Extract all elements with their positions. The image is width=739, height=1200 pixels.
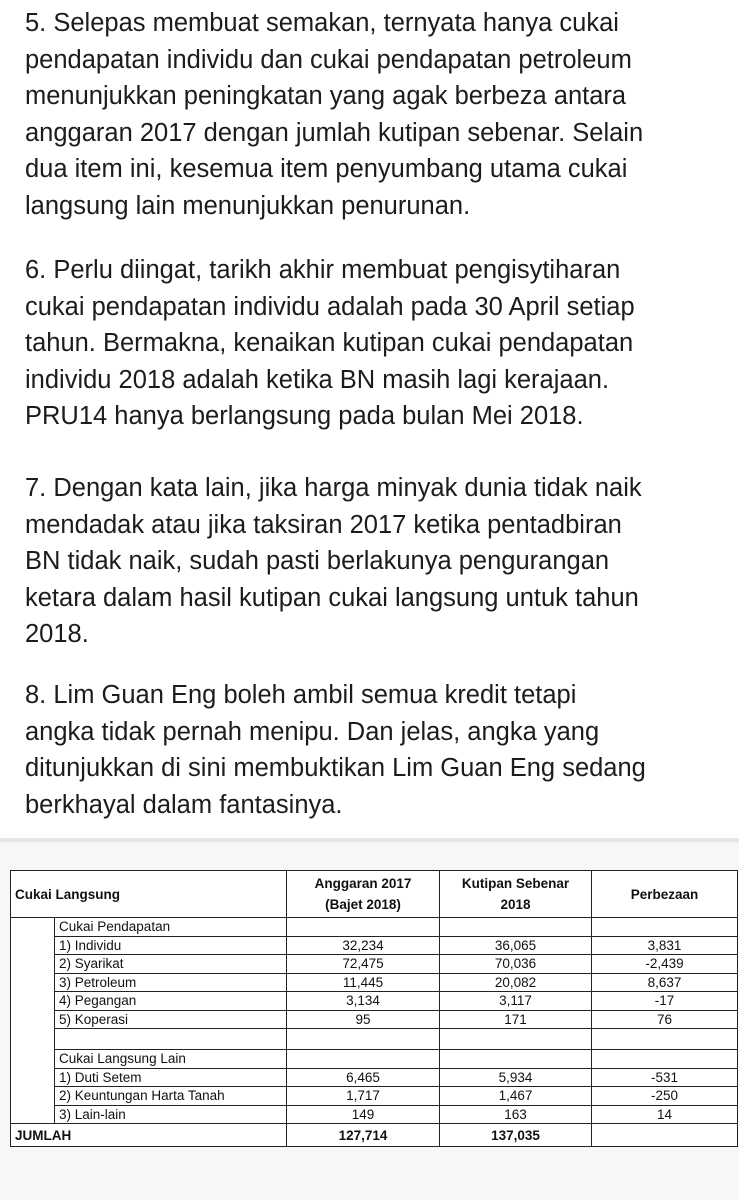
table-row [11,1105,738,1124]
budget-value: 95 [287,1010,440,1029]
indent-cell [11,1010,55,1029]
total-row [11,1124,738,1147]
empty-cell [592,1029,738,1050]
diff-value: -2,439 [592,955,738,974]
empty-cell [592,1050,738,1069]
table-row [11,973,738,992]
diff-value: -531 [592,1068,738,1087]
diff-value: 3,831 [592,936,738,955]
row-label: 1) Duti Setem [55,1068,287,1087]
indent-cell [11,1087,55,1106]
indent-cell [11,936,55,955]
empty-cell [287,918,440,937]
row-label: 2) Keuntungan Harta Tanah [55,1087,287,1106]
table-row [11,992,738,1011]
table-header-row [11,871,738,918]
header-cukai-langsung: Cukai Langsung [11,871,287,918]
indent-cell [11,955,55,974]
row-label: 5) Koperasi [55,1010,287,1029]
row-label: 1) Individu [55,936,287,955]
budget-value: 11,445 [287,973,440,992]
empty-cell [440,1029,592,1050]
indent-cell [11,1050,55,1069]
indent-cell [11,1068,55,1087]
empty-cell [440,918,592,937]
actual-value: 3,117 [440,992,592,1011]
header-kutipan: Kutipan Sebenar 2018 [440,871,592,918]
table-row [11,1050,738,1069]
group-label: Cukai Langsung Lain [55,1050,287,1069]
actual-value: 163 [440,1105,592,1124]
empty-cell [287,1029,440,1050]
header-anggaran: Anggaran 2017 (Bajet 2018) [287,871,440,918]
table-row [11,936,738,955]
total-budget: 127,714 [287,1124,440,1147]
budget-value: 6,465 [287,1068,440,1087]
header-perbezaan: Perbezaan [592,871,738,918]
table-row [11,1010,738,1029]
actual-value: 171 [440,1010,592,1029]
empty-cell [55,1029,287,1050]
paragraph-8: 8. Lim Guan Eng boleh ambil semua kredit tetapi angka tidak pernah menipu. Dan jelas, angka yang ditunjukkan di sini membuktikan Lim Guan Eng sedang berkhayal dalam fantasinya. [25,681,646,819]
indent-cell [11,1105,55,1124]
actual-value: 36,065 [440,936,592,955]
diff-value: -250 [592,1087,738,1106]
budget-value: 3,134 [287,992,440,1011]
indent-cell [11,992,55,1011]
total-diff [592,1124,738,1147]
table-row [11,955,738,974]
budget-value: 72,475 [287,955,440,974]
row-label: 3) Lain-lain [55,1105,287,1124]
row-label: 3) Petroleum [55,973,287,992]
budget-value: 32,234 [287,936,440,955]
actual-value: 20,082 [440,973,592,992]
actual-value: 5,934 [440,1068,592,1087]
table-row [11,918,738,937]
diff-value: 76 [592,1010,738,1029]
table-spacer-row [11,1029,738,1050]
row-label: 4) Pegangan [55,992,287,1011]
total-actual: 137,035 [440,1124,592,1147]
indent-cell [11,918,55,937]
total-label: JUMLAH [11,1124,287,1147]
actual-value: 1,467 [440,1087,592,1106]
table-row [11,1087,738,1106]
indent-cell [11,1029,55,1050]
row-label: 2) Syarikat [55,955,287,974]
paragraph-7: 7. Dengan kata lain, jika harga minyak dunia tidak naik mendadak atau jika taksiran 2017 ketika pentadbiran BN tidak naik, sudah pasti berlakunya pengurangan ketara dalam hasil kutipan cukai langsung untuk tahun 2018. [25,474,642,648]
empty-cell [592,918,738,937]
empty-cell [440,1050,592,1069]
diff-value: 8,637 [592,973,738,992]
empty-cell [287,1050,440,1069]
group-label: Cukai Pendapatan [55,918,287,937]
budget-value: 149 [287,1105,440,1124]
diff-value: -17 [592,992,738,1011]
diff-value: 14 [592,1105,738,1124]
paragraph-5: 5. Selepas membuat semakan, ternyata hanya cukai pendapatan individu dan cukai pendapatan petroleum menunjukkan peningkatan yang agak berbeza antara anggaran 2017 dengan jumlah kutipan sebenar. Selain dua item ini, kesemua item penyumbang utama cukai langsung lain menunjukkan penurunan. [25,9,644,220]
tax-table [10,870,738,1147]
table-row [11,1068,738,1087]
actual-value: 70,036 [440,955,592,974]
indent-cell [11,973,55,992]
budget-value: 1,717 [287,1087,440,1106]
paragraph-6: 6. Perlu diingat, tarikh akhir membuat pengisytiharan cukai pendapatan individu adalah pada 30 April setiap tahun. Bermakna, kenaikan kutipan cukai pendapatan individu 2018 adalah ketika BN masih lagi kerajaan. PRU14 hanya berlangsung pada bulan Mei 2018. [25,256,635,430]
